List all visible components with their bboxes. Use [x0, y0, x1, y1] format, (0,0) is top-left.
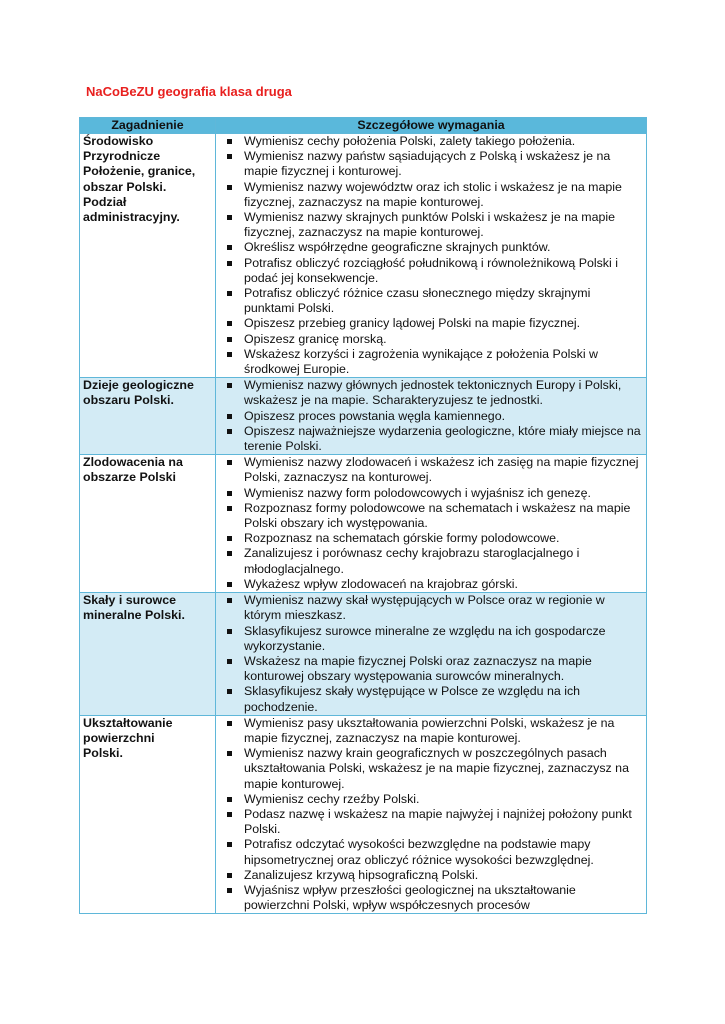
square-bullet-icon	[227, 291, 232, 296]
topic-line: mineralne Polski.	[83, 608, 185, 623]
list-item-text: Rozpoznasz na schematach górskie formy polodowcowe.	[244, 531, 560, 546]
list-item-text: Wymienisz nazwy krain geograficznych w poszczególnych pasach ukształtowania Polski, wskażesz je na mapie fizycznej, zaznaczysz na mapie konturowej.	[244, 746, 629, 791]
row-topic	[80, 378, 216, 455]
document-title: NaCoBeZU geografia klasa druga	[86, 84, 292, 99]
list-item	[219, 792, 643, 807]
square-bullet-icon	[227, 321, 232, 326]
list-item-text: Potrafisz obliczyć rozciągłość południkową i równoleżnikową Polski i podać jej konsekwencje.	[244, 255, 618, 285]
list-item	[219, 716, 643, 746]
square-bullet-icon	[227, 797, 232, 802]
list-item	[219, 486, 643, 501]
row-topic	[80, 455, 216, 593]
square-bullet-icon	[227, 551, 232, 556]
list-item	[219, 256, 643, 286]
list-item	[219, 286, 643, 316]
requirements-list	[219, 716, 643, 914]
list-item-text: Wymienisz nazwy form polodowcowych i wyjaśnisz ich genezę.	[244, 485, 591, 500]
list-item-text: Sklasyfikujesz skały występujące w Polsce ze względu na ich pochodzenie.	[244, 684, 581, 714]
square-bullet-icon	[227, 629, 232, 634]
square-bullet-icon	[227, 337, 232, 342]
list-item-text: Wymienisz nazwy zlodowaceń i wskażesz ich zasięg na mapie fizycznej Polski, zaznaczysz na konturowej.	[244, 455, 639, 485]
row-topic	[80, 593, 216, 716]
topic-line: Dzieje geologiczne	[83, 378, 194, 393]
list-item-text: Potrafisz odczytać wysokości bezwzględne na podstawie mapy hipsometrycznej oraz obliczyć różnice wysokości bezwzględnej.	[244, 837, 594, 867]
row-topic	[80, 715, 216, 914]
table-row	[80, 134, 647, 378]
list-item-text: Wykażesz wpływ zlodowaceń na krajobraz górski.	[244, 576, 518, 591]
list-item-text: Wymienisz nazwy skał występujących w Polsce oraz w regionie w którym mieszkasz.	[244, 593, 605, 623]
square-bullet-icon	[227, 873, 232, 878]
square-bullet-icon	[227, 245, 232, 250]
table-row	[80, 455, 647, 593]
square-bullet-icon	[227, 506, 232, 511]
list-item-text: Wyjaśnisz wpływ przeszłości geologicznej na ukształtowanie powierzchni Polski, wpływ współczesnych procesów	[244, 882, 576, 913]
square-bullet-icon	[227, 139, 232, 144]
list-item	[219, 316, 643, 331]
requirements-list	[219, 134, 643, 377]
list-item-text: Wskażesz korzyści i zagrożenia wynikające z położenia Polski w środkowej Europie.	[244, 346, 598, 377]
square-bullet-icon	[227, 352, 232, 357]
square-bullet-icon	[227, 689, 232, 694]
list-item	[219, 546, 643, 576]
row-requirements	[216, 715, 647, 914]
square-bullet-icon	[227, 414, 232, 419]
list-item-text: Wymienisz cechy położenia Polski, zalety takiego położenia.	[244, 134, 576, 148]
list-item	[219, 577, 643, 592]
list-item	[219, 654, 643, 684]
list-item	[219, 807, 643, 837]
square-bullet-icon	[227, 383, 232, 388]
list-item	[219, 455, 643, 485]
square-bullet-icon	[227, 812, 232, 817]
topic-line: Przyrodnicze	[83, 149, 161, 164]
row-requirements	[216, 134, 647, 378]
row-topic	[80, 134, 216, 378]
list-item	[219, 624, 643, 654]
list-item-text: Opiszesz granicę morską.	[244, 331, 387, 346]
list-item	[219, 332, 643, 347]
row-requirements	[216, 593, 647, 716]
table-header-row	[80, 118, 647, 134]
square-bullet-icon	[227, 659, 232, 664]
topic-line: obszarze Polski	[83, 470, 176, 485]
list-item-text: Wskażesz na mapie fizycznej Polski oraz zaznaczysz na mapie konturowej obszary występowania surowców mineralnych.	[244, 653, 592, 684]
list-item	[219, 378, 643, 408]
list-item	[219, 883, 643, 913]
square-bullet-icon	[227, 460, 232, 465]
requirements-list	[219, 455, 643, 592]
topic-line: Środowisko	[83, 134, 154, 148]
list-item-text: Opiszesz proces powstania węgla kamiennego.	[244, 408, 506, 423]
topic-line: obszaru Polski.	[83, 393, 174, 408]
square-bullet-icon	[227, 842, 232, 847]
row-requirements	[216, 378, 647, 455]
list-item-text: Sklasyfikujesz surowce mineralne ze względu na ich gospodarcze wykorzystanie.	[244, 623, 606, 653]
requirements-list	[219, 378, 643, 454]
square-bullet-icon	[227, 582, 232, 587]
list-item	[219, 149, 643, 179]
topic-line: Ukształtowanie	[83, 715, 173, 730]
square-bullet-icon	[227, 185, 232, 190]
square-bullet-icon	[227, 154, 232, 159]
topic-line: Skały i surowce	[83, 593, 176, 608]
list-item-text: Wymienisz nazwy głównych jednostek tektonicznych Europy i Polski, wskażesz je na mapie. Scharakteryzujesz te jednostki.	[244, 378, 622, 408]
list-item	[219, 501, 643, 531]
list-item-text: Rozpoznasz formy polodowcowe na schematach i wskażesz na mapie Polski obszary ich występowania.	[244, 500, 631, 531]
header-topic: Zagadnienie	[80, 118, 216, 134]
requirements-list	[219, 593, 643, 715]
list-item-text: Opiszesz przebieg granicy lądowej Polski na mapie fizycznej.	[244, 316, 581, 331]
list-item	[219, 134, 643, 149]
list-item	[219, 837, 643, 867]
square-bullet-icon	[227, 751, 232, 756]
list-item	[219, 347, 643, 377]
list-item	[219, 593, 643, 623]
list-item-text: Wymienisz nazwy województw oraz ich stolic i wskażesz je na mapie fizycznej, zaznaczysz na mapie konturowej.	[244, 179, 622, 209]
topic-line: administracyjny.	[83, 210, 180, 225]
list-item-text: Wymienisz cechy rzeźby Polski.	[244, 791, 420, 806]
requirements-table	[79, 117, 647, 914]
topic-line: powierzchni	[83, 730, 155, 745]
list-item	[219, 868, 643, 883]
topic-line: Położenie, granice,	[83, 164, 196, 179]
list-item-text: Opiszesz najważniejsze wydarzenia geologiczne, które miały miejsce na terenie Polski.	[244, 423, 641, 454]
list-item-text: Wymienisz nazwy państw sąsiadujących z Polską i wskażesz je na mapie fizycznej i konturowej.	[244, 149, 611, 179]
square-bullet-icon	[227, 721, 232, 726]
list-item-text: Zanalizujesz i porównasz cechy krajobrazu staroglacjalnego i młodoglacjalnego.	[244, 546, 580, 576]
table-row	[80, 593, 647, 716]
list-item	[219, 531, 643, 546]
list-item-text: Wymienisz pasy ukształtowania powierzchni Polski, wskażesz je na mapie fizycznej, zaznaczysz na mapie konturowej.	[244, 715, 615, 745]
topic-line: Podział	[83, 194, 127, 209]
list-item	[219, 409, 643, 424]
topic-line: Polski.	[83, 746, 123, 761]
list-item	[219, 746, 643, 792]
table-row	[80, 715, 647, 914]
list-item-text: Określisz współrzędne geograficzne skrajnych punktów.	[244, 240, 551, 255]
list-item-text: Wymienisz nazwy skrajnych punktów Polski i wskażesz je na mapie fizycznej, zaznaczysz na mapie konturowej.	[244, 210, 616, 240]
row-requirements	[216, 455, 647, 593]
list-item	[219, 210, 643, 240]
list-item	[219, 424, 643, 454]
list-item	[219, 180, 643, 210]
list-item-text: Potrafisz obliczyć różnice czasu słonecznego między skrajnymi punktami Polski.	[244, 286, 591, 316]
topic-line: Zlodowacenia na	[83, 455, 183, 470]
table-row	[80, 378, 647, 455]
list-item	[219, 240, 643, 255]
square-bullet-icon	[227, 598, 232, 603]
square-bullet-icon	[227, 261, 232, 266]
square-bullet-icon	[227, 888, 232, 893]
list-item-text: Podasz nazwę i wskażesz na mapie najwyżej i najniżej położony punkt Polski.	[244, 806, 632, 837]
list-item	[219, 684, 643, 714]
square-bullet-icon	[227, 536, 232, 541]
header-requirements: Szczegółowe wymagania	[216, 118, 647, 134]
list-item-text: Zanalizujesz krzywą hipsograficzną Polski.	[244, 867, 479, 882]
square-bullet-icon	[227, 491, 232, 496]
square-bullet-icon	[227, 429, 232, 434]
topic-line: obszar Polski.	[83, 179, 167, 194]
square-bullet-icon	[227, 215, 232, 220]
